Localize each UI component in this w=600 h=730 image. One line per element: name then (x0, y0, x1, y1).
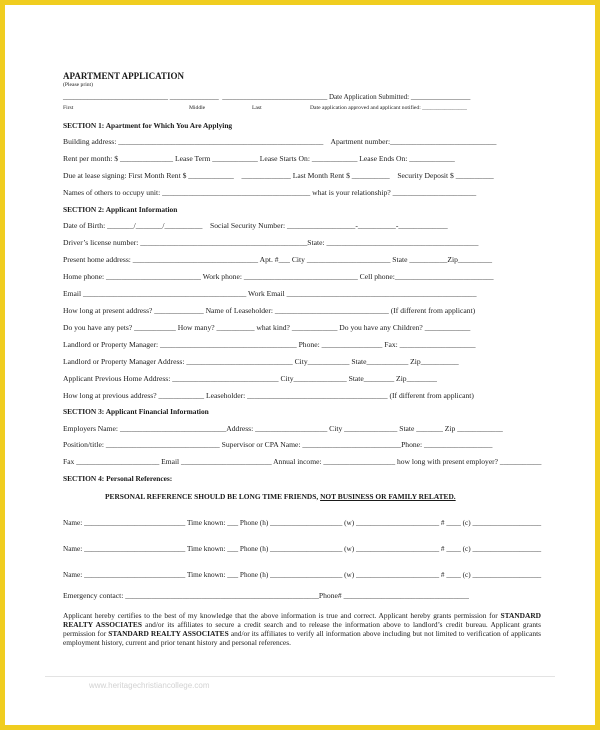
previous-duration-line[interactable]: How long at previous address? ____________ Leaseholder: _____________________________________ (If different from applicant) (63, 391, 474, 400)
rent-line[interactable]: Rent per month: $ ______________ Lease Term ____________ Lease Starts On: ____________ Lease Ends On: ____________ (63, 154, 455, 163)
label-last: Last (252, 105, 262, 111)
dob-ssn-line[interactable]: Date of Birth: _______/_______/__________ Social Security Number: __________________-__________-_____________ (63, 221, 448, 230)
income-line[interactable]: Fax ______________________ Email ________________________ Annual income: ___________________ how long with present employer? ___________ (63, 457, 542, 466)
occupants-line[interactable]: Names of others to occupy unit: _______________________________________ what is your relationship? ______________________ (63, 188, 477, 197)
pets-children-line[interactable]: Do you have any pets? ___________ How many? __________ what kind? ____________ Do you have any Children? ____________ (63, 323, 471, 332)
reference-notice: PERSONAL REFERENCE SHOULD BE LONG TIME FRIENDS, NOT BUSINESS OR FAMILY RELATED. (105, 492, 456, 501)
section4-heading: SECTION 4: Personal References: (63, 474, 173, 483)
form-title: APARTMENT APPLICATION (63, 71, 184, 81)
application-form-page (5, 5, 595, 725)
reference-line-3[interactable]: Name: ____________________________ Time known: ___ Phone (h) ____________________ (w) _______________________ # ____ (c) ___________________ (63, 570, 542, 579)
reference-line-2[interactable]: Name: ____________________________ Time known: ___ Phone (h) ____________________ (w) _______________________ # ____ (c) ___________________ (63, 544, 542, 553)
email-line[interactable]: Email ___________________________________________ Work Email __________________________________________________ (63, 289, 477, 298)
section2-heading: SECTION 2: Applicant Information (63, 205, 178, 214)
present-address-line[interactable]: Present home address: _________________________________ Apt. #___ City ______________________ State __________Zip_________ (63, 255, 493, 264)
building-address-line[interactable]: Building address: ______________________________________________________ Apartment number:____________________________ (63, 137, 497, 146)
label-middle: Middle (189, 105, 206, 111)
position-line[interactable]: Position/title: ______________________________ Supervisor or CPA Name: __________________________Phone: __________________ (63, 440, 493, 449)
phones-line[interactable]: Home phone: _________________________ Work phone: ______________________________ Cell phone:__________________________ (63, 272, 494, 281)
section1-heading: SECTION 1: Apartment for Which You Are Applying (63, 121, 233, 130)
landlord-line[interactable]: Landlord or Property Manager: ____________________________________ Phone: ________________ Fax: ____________________ (63, 340, 476, 349)
section3-heading: SECTION 3: Applicant Financial Information (63, 407, 209, 416)
lease-signing-line[interactable]: Due at lease signing: First Month Rent $ ____________ _____________ Last Month Rent $ __________ Security Deposit $ __________ (63, 171, 494, 180)
company-name-2: STANDARD REALTY ASSOCIATES (108, 629, 229, 639)
footer-divider (45, 676, 555, 677)
drivers-license-line[interactable]: Driver’s license number: ____________________________________________State: ________________________________________ (63, 238, 479, 247)
label-date-approved[interactable]: Date application approved and applicant notified: ________________ (310, 105, 467, 111)
certification-paragraph: Applicant hereby certifies to the best of my knowledge that the above information is true and correct. Applicant hereby grants permission for STANDARD REALTY ASSOCIATES and/or its affiliates to secure a credit search and to release the information above to landlord’s credit bureau. Applicant grants permission for STANDARD REALTY ASSOCIATES and/or its affiliates to verify all information above including but not limited to verification of applicants employment history, current and prior tenant history and personal references. (63, 611, 541, 648)
previous-address-line[interactable]: Applicant Previous Home Address: ____________________________ City______________ State________ Zip________ (63, 374, 437, 383)
present-duration-line[interactable]: How long at present address? _____________ Name of Leaseholder: ______________________________ (If different from applicant) (63, 306, 476, 315)
name-line[interactable]: ______________________________ ______________ ______________________________ Date Application Submitted: _________________ (63, 93, 471, 101)
landlord-address-line[interactable]: Landlord or Property Manager Address: ____________________________ City___________ State___________ Zip__________ (63, 357, 459, 366)
form-subtitle: (Please print) (63, 82, 93, 88)
watermark-text: www.heritagechristiancollege.com (89, 681, 210, 690)
employer-line[interactable]: Employers Name: ____________________________Address: ___________________ City ______________ State _______ Zip ____________ (63, 424, 503, 433)
emergency-contact-line[interactable]: Emergency contact: ___________________________________________________Phone# _________________________________ (63, 591, 469, 600)
reference-notice-underlined: NOT BUSINESS OR FAMILY RELATED. (320, 492, 456, 501)
label-first: First (63, 105, 74, 111)
company-name-1: STANDARD REALTY ASSOCIATES (63, 611, 541, 630)
reference-line-1[interactable]: Name: ____________________________ Time known: ___ Phone (h) ____________________ (w) _______________________ # ____ (c) ___________________ (63, 518, 542, 527)
